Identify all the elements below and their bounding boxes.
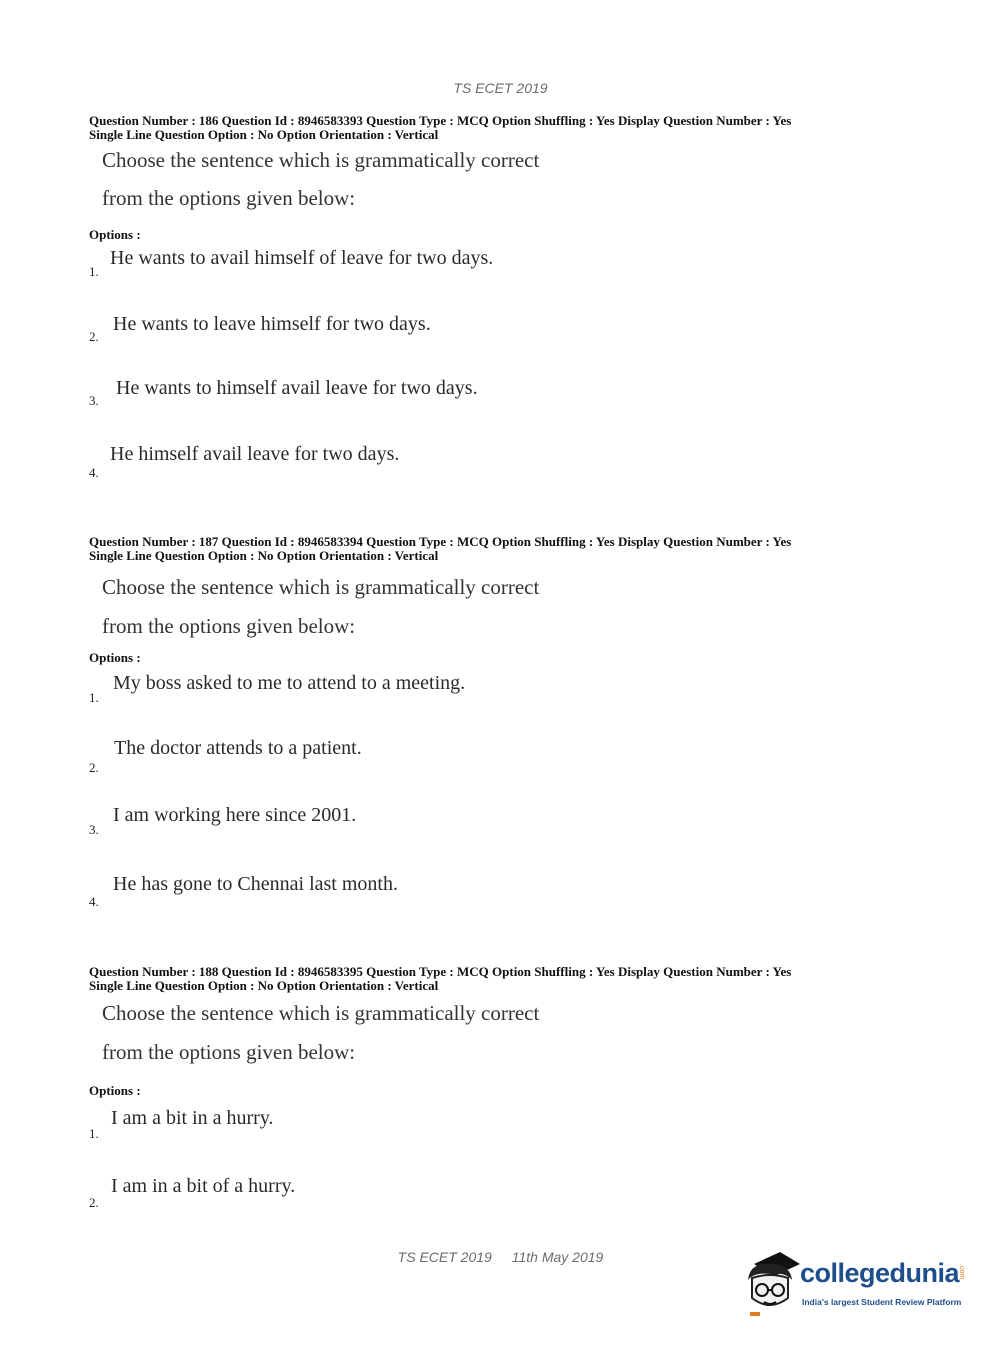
logo-com: .com (958, 1264, 965, 1280)
question-stem-line-2: from the options given below: (102, 186, 356, 210)
logo-wordmark: collegedunia (800, 1258, 960, 1288)
options-label: Options : (89, 1083, 141, 1098)
options-label: Options : (89, 227, 141, 242)
logo-tagline: India's largest Student Review Platform (802, 1297, 962, 1307)
option-text: He himself avail leave for two days. (110, 443, 400, 465)
question-meta-line-1: Question Number : 187 Question Id : 8946583394 Question Type : MCQ Option Shuffling : Yes Display Question Number : Yes (89, 534, 792, 549)
option-number: 3. (89, 822, 99, 837)
question-stem-line-1: Choose the sentence which is grammatically correct (102, 575, 540, 599)
option-number: 4. (89, 894, 99, 909)
option-text: I am in a bit of a hurry. (111, 1175, 296, 1197)
option-number: 1. (89, 1126, 99, 1141)
option-text: He has gone to Chennai last month. (113, 873, 398, 895)
option-number: 2. (89, 1195, 99, 1210)
question-meta-line-2: Single Line Question Option : No Option Orientation : Vertical (89, 127, 439, 142)
option-text: He wants to himself avail leave for two days. (116, 377, 478, 399)
option-number: 4. (89, 465, 99, 480)
question-stem-line-2: from the options given below: (102, 1040, 356, 1064)
option-text: I am a bit in a hurry. (111, 1107, 274, 1129)
options-label: Options : (89, 650, 141, 665)
option-text: The doctor attends to a patient. (114, 737, 362, 759)
question-meta-line-2: Single Line Question Option : No Option Orientation : Vertical (89, 978, 439, 993)
option-number: 1. (89, 690, 99, 705)
question-meta-line-1: Question Number : 188 Question Id : 8946583395 Question Type : MCQ Option Shuffling : Yes Display Question Number : Yes (89, 964, 792, 979)
option-text: My boss asked to me to attend to a meeting. (113, 672, 466, 694)
question-stem-line-2: from the options given below: (102, 614, 356, 638)
question-meta-line-1: Question Number : 186 Question Id : 8946583393 Question Type : MCQ Option Shuffling : Yes Display Question Number : Yes (89, 113, 792, 128)
mascot-icon (740, 1250, 802, 1320)
question-stem-line-1: Choose the sentence which is grammatically correct (102, 148, 540, 172)
option-number: 3. (89, 393, 99, 408)
option-number: 2. (89, 760, 99, 775)
page-header: TS ECET 2019 (453, 80, 548, 96)
footer-exam: TS ECET 2019 (397, 1249, 492, 1265)
option-text: He wants to avail himself of leave for two days. (110, 247, 494, 269)
question-meta-line-2: Single Line Question Option : No Option Orientation : Vertical (89, 548, 439, 563)
option-text: I am working here since 2001. (113, 804, 357, 826)
option-number: 1. (89, 264, 99, 279)
option-number: 2. (89, 329, 99, 344)
option-text: He wants to leave himself for two days. (113, 313, 431, 335)
collegedunia-logo[interactable] (740, 1250, 970, 1320)
footer-date: 11th May 2019 (511, 1249, 604, 1265)
question-stem-line-1: Choose the sentence which is grammatically correct (102, 1001, 540, 1025)
